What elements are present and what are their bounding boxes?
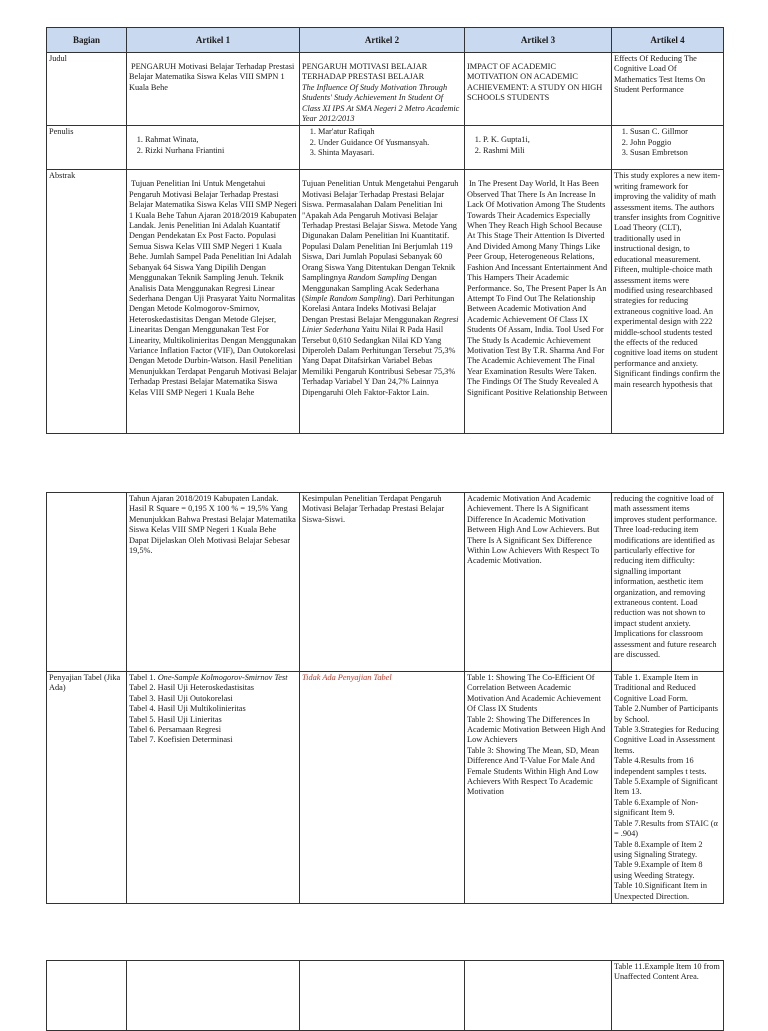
header-artikel-3: Artikel 3 <box>465 28 612 53</box>
table-list-item: Table 2.Number of Participants by School. <box>614 704 719 724</box>
header-artikel-2: Artikel 2 <box>300 28 465 53</box>
tabel-cont-artikel-4: Table 11.Example Item 10 from Unaffected Content Area. <box>612 961 724 1031</box>
table-list-item: Table 3.Strategies for Reducing Cognitive Load in Assessment Items. <box>614 725 719 755</box>
table-list-item: Table 2: Showing The Differences In Academic Motivation Between High And Low Achievers <box>467 714 606 745</box>
author-item: 1. P. K. Gupta1i, <box>483 135 609 145</box>
row-penulis <box>47 126 724 170</box>
table-list-item: Table 9.Example of Item 8 using Weeding Strategy. <box>614 860 703 880</box>
table-page-1 <box>46 27 724 434</box>
tabel-cont-artikel-1 <box>127 961 300 1031</box>
table-list-item: Tabel 1. One-Sample Kolmogorov-Smirnov Test <box>129 673 288 682</box>
header-artikel-1: Artikel 1 <box>127 28 300 53</box>
label-empty <box>47 961 127 1031</box>
table-list-item: Table 5.Example of Significant Item 13. <box>614 777 718 797</box>
table-list-item: Table 4.Results from 16 independent samples t tests. <box>614 756 707 776</box>
abstrak-artikel-1: Tujuan Penelitian Ini Untuk Mengetahui Pengaruh Motivasi Belajar Terhadap Prestasi Belajar Matematika Siswa Kelas VIII SMP Negeri 1 Kuala Behe Tahun Ajaran 2018/2019 Kabupaten Landak. Jenis Penelitian Ini Adalah Kuantatif Dengan Pendekatan Ex Post Facto. Populasi Semua Siswa Kelas VIII SMP Negeri 1 Kuala Behe. Jumlah Sampel Pada Penelitian Ini Adalah Sebanyak 64 Siswa Yang Dipilih Dengan Menggunakan Teknik Sampling Jenuh. Teknik Analisis Data Menggunakan Regresi Linear Sederhana Dengan Uji Prasyarat Yaitu Normalitas Dengan Metode Kolmogorov-Smirnov, Heteroskedastisitas Dengan Metode Glejser, Linearitas Dengan Menggunakan Test For Linearity, Multikolinieritas Dengan Menggunakan Variance Inflation Factor (VIF), Dan Outokorelasi Dengan Metode Durbin-Watson. Hasil Penelitian Menunjukkan Terdapat Pengaruh Motivasi Belajar Terhadap Prestasi Belajar Matematika Siswa Kelas VIII SMP Negeri 1 Kuala Behe <box>127 170 300 434</box>
author-item: 2. Rizki Nurhana Friantini <box>145 146 297 156</box>
table-list-item: Tabel 2. Hasil Uji Heteroskedastisitas <box>129 683 254 693</box>
penulis-artikel-4 <box>612 126 724 170</box>
table-list-item: Table 10.Significant Item in Unexpected Direction. <box>614 881 707 901</box>
tabel-artikel-2 <box>300 672 465 904</box>
author-item: 1. Susan C. Gillmor <box>630 127 721 137</box>
table-list-item: Table 1: Showing The Co-Efficient Of Correlation Between Academic Motivation And Academic Achievement Of Class IX Students <box>467 673 601 714</box>
author-item: 3. Susan Embretson <box>630 148 721 158</box>
table-list-item: Table 7.Results from STAIC (α = .904) <box>614 818 718 839</box>
comparison-table-continued-2 <box>46 960 724 1031</box>
author-item: 1. Rahmat Winata, <box>145 135 297 145</box>
author-item: 2. John Poggio <box>630 138 721 148</box>
table-list-item: Table 1. Example Item in Traditional and Reduced Cognitive Load Form. <box>614 673 698 703</box>
row-abstrak-continued <box>47 493 724 672</box>
label-empty <box>47 493 127 672</box>
judul-artikel-3: IMPACT OF ACADEMIC MOTIVATION ON ACADEMIC ACHIEVEMENT: A STUDY ON HIGH SCHOOLS STUDENTS <box>465 53 612 126</box>
label-penyajian-tabel: Penyajian Tabel (Jika Ada) <box>47 672 127 904</box>
tabel-artikel-4 <box>612 672 724 904</box>
table-list-item: Tabel 7. Koefisien Determinasi <box>129 735 233 745</box>
label-penulis: Penulis <box>47 126 127 170</box>
table-list-item: Tabel 3. Hasil Uji Outokorelasi <box>129 693 233 703</box>
header-row <box>47 28 724 53</box>
table-page-2 <box>46 492 724 904</box>
table-list-item: Tabel 5. Hasil Uji Linieritas <box>129 714 222 724</box>
table-list-item: Table 3: Showing The Mean, SD, Mean Difference And T-Value For Male And Female Students Within High And Low Achievers With Respect To Academic Motivation <box>467 745 599 797</box>
header-bagian: Bagian <box>47 28 127 53</box>
judul-artikel-2-main: PENGARUH MOTIVASI BELAJAR TERHADAP PRESTASI BELAJAR <box>302 62 428 82</box>
table-list-item: Tabel 4. Hasil Uji Multikolinieritas <box>129 704 246 714</box>
row-abstrak <box>47 170 724 434</box>
table-1-title: One-Sample Kolmogorov-Smirnov Test <box>157 673 288 682</box>
table-list-item: Table 8.Example of Item 2 using Signaling Strategy. <box>614 839 703 859</box>
abstrak-artikel-3: In The Present Day World, It Has Been Observed That There Is An Increase In Lack Of Motivation Among The Students Towards Their Academics Especially When They Reach High School Because At This Stage Their Attention Is Diverted And Divided Among Many Things Like Peer Group, Heterogeneous Relations, Fashion And Incessant Entertainment And This Hampers Their Academic Performance. So, The Present Paper Is An Attempt To Find Out The Relationship Between Academic Motivation And Academic Achievement Of Class IX Students Of Assam, India. Tool Used For The Study Is Academic Achievement Motivation Test By T.R. Sharma And For The Academic Achievement The Final Year Examination Results Were Taken. The Findings Of The Study Revealed A Significant Positive Relationship Between <box>465 170 612 434</box>
comparison-table <box>46 27 724 434</box>
judul-artikel-4: Effects Of Reducing The Cognitive Load Of Mathematics Test Items On Student Performance <box>612 53 724 126</box>
header-artikel-4: Artikel 4 <box>612 28 724 53</box>
abstrak-artikel-4: This study explores a new item-writing framework for improving the validity of math assessment items. The authors transfer insights from Cognitive Load Theory (CLT), traditionally used in instructional design, to educational measurement. Fifteen, multiple-choice math assessment items were modified using researchbased strategies for reducing extraneous cognitive load. An experimental design with 222 middle-school students tested the effects of the reduced cognitive load items on student performance and anxiety. Significant findings confirm the main research hypothesis that <box>612 170 724 434</box>
abstrak-cont-artikel-4: reducing the cognitive load of math assessment items improves student performance. Three load-reducing item modifications are identified as particularly effective for reducing item difficulty: signalling important information, aesthetic item organization, and removing extraneous content. Load reduction was not shown to impact student anxiety. Implications for classroom assessment and future research are discussed. <box>612 493 724 672</box>
tabel-cont-artikel-3 <box>465 961 612 1031</box>
judul-artikel-1: PENGARUH Motivasi Belajar Terhadap Prestasi Belajar Matematika Siswa Kelas VIII SMPN 1 Kuala Behe <box>127 53 300 126</box>
penulis-artikel-2 <box>300 126 465 170</box>
row-tabel-continued <box>47 961 724 1031</box>
author-item: 2. Rashmi Mili <box>483 146 609 156</box>
tabel-cont-artikel-2 <box>300 961 465 1031</box>
label-abstrak: Abstrak <box>47 170 127 434</box>
author-item: 3. Shinta Mayasari. <box>318 148 462 158</box>
abstrak-cont-artikel-2: Kesimpulan Penelitian Terdapat Pengaruh Motivasi Belajar Terhadap Prestasi Belajar Siswa-Siswi. <box>300 493 465 672</box>
no-table-note: Tidak Ada Penyajian Tabel <box>302 673 392 682</box>
tabel-artikel-3 <box>465 672 612 904</box>
abstrak-artikel-2: Tujuan Penelitian Untuk Mengetahui Pengaruh Motivasi Belajar Terhadap Prestasi Belajar Siswa. Permasalahan Dalam Penelitian Ini "Apakah Ada Pengaruh Motivasi Belajar Terhadap Prestasi Belajar Siswa. Metode Yang Digunakan Dalam Penelitian Ini Kuantitatif. Populasi Dalam Penelitian Ini Berjumlah 119 Siswa, Dari Jumlah Populasi Sebanyak 60 Orang Siswa Yang Ditentukan Dengan Teknik Samplingnya Random Sampling Dengan Menggunakan Sampling Acak Sederhana (Simple Random Sampling). Dari Perhitungan Korelasi Antara Indeks Motivasi Belajar Dengan Prestasi Belajar Menggunakan Regresi Linier Sederhana Yaitu Nilai R Pada Hasil Tersebut 0,610 Sedangkan Nilai KD Yang Diperoleh Dalam Perhitungan Tersebut 75,3% Yang Dapat Ditafsirkan Variabel Bebas Memiliki Pengaruh Kontribusi Sebesar 75,3% Terhadap Variabel Y Dan 24,7% Lainnya Dipengaruhi Oleh Faktor-Faktor Lain. <box>300 170 465 434</box>
penulis-artikel-3 <box>465 126 612 170</box>
abstrak-cont-artikel-3: Academic Motivation And Academic Achievement. There Is A Significant Difference In Academic Motivation Between High And Low Achievers. But There Is A Significant Sex Difference Within Low Achievers With Respect To Academic Motivation. <box>465 493 612 672</box>
table-list-item: Tabel 6. Persamaan Regresi <box>129 725 222 735</box>
comparison-table-continued <box>46 492 724 904</box>
penulis-artikel-1 <box>127 126 300 170</box>
row-judul <box>47 53 724 126</box>
tabel-artikel-1 <box>127 672 300 904</box>
author-item: 1. Mar'atur Rafiqah <box>318 127 462 137</box>
author-item: 2. Under Guidance Of Yusmansyah. <box>318 138 462 148</box>
row-penyajian-tabel <box>47 672 724 904</box>
abstrak-cont-artikel-1: Tahun Ajaran 2018/2019 Kabupaten Landak. Hasil R Square = 0,195 X 100 % = 19,5% Yang Menunjukkan Bahwa Prestasi Belajar Matematika Siswa Kelas VIII SMP Negeri 1 Kuala Behe Dapat Dijelaskan Oleh Motivasi Belajar Sebesar 19,5%. <box>127 493 300 672</box>
judul-artikel-2-english: The Influence Of Study Motivation Through Students' Study Achievement In Student Of Class XI IPS At SMA Negeri 2 Metro Academic Year 2012/2013 <box>302 82 460 124</box>
label-judul: Judul <box>47 53 127 126</box>
judul-artikel-2 <box>300 53 465 126</box>
table-page-3 <box>46 960 724 1031</box>
table-list-item: Table 6.Example of Non-significant Item 9. <box>614 797 699 818</box>
